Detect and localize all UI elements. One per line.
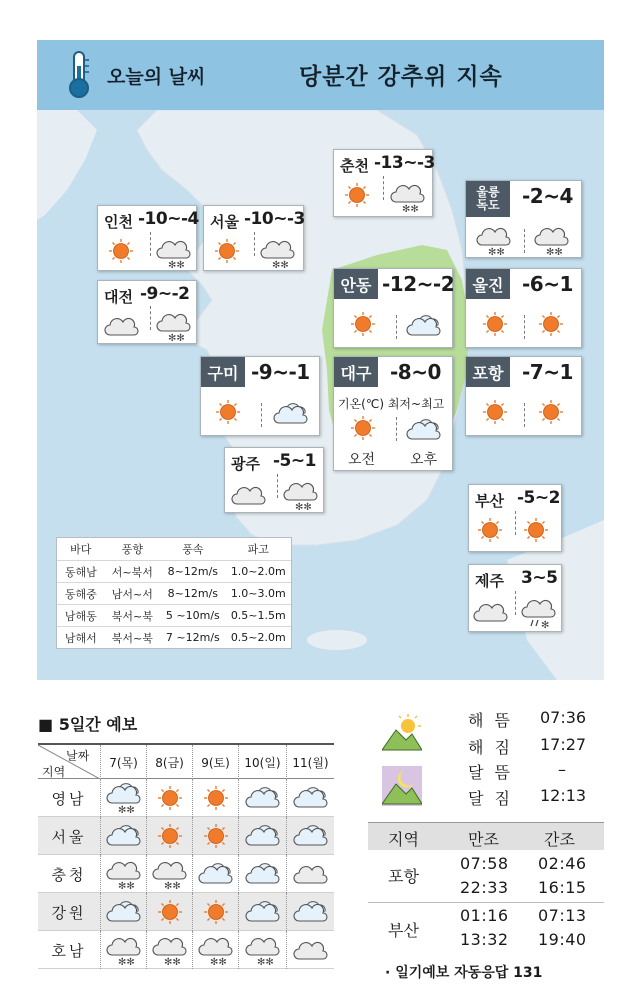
high-tide-time: 01:16 [460,906,509,925]
partly-cloudy-icon [286,893,334,931]
table-row [38,817,334,855]
sun-icon [192,893,238,931]
wind-direction: 서~북서 [111,565,153,579]
cloud-rain-snow-icon [521,595,557,629]
wind-speed: 8~12m/s [167,565,219,578]
sea-area: 동해남 [64,565,97,579]
partly-cloudy-icon [293,823,329,849]
am-weather-icon [215,399,241,429]
city-tag: 대구 [334,357,378,387]
divider [396,315,397,339]
wind-direction: 북서~북 [111,631,153,645]
corner-label-region: 지역 [42,765,66,779]
city-temp: -9~-1 [251,360,310,384]
city-box-uljin [465,268,582,348]
table-row [57,582,291,604]
city-name: 광주 [231,455,260,473]
moonrise-time: – [558,760,566,779]
high-tide-time: 22:33 [460,878,509,897]
sea-area: 남해동 [64,609,97,623]
cloud-snow-icon [192,931,238,969]
moonset-time: 12:13 [540,786,587,805]
city-tag: 울진 [466,269,510,299]
pm-weather-icon [538,311,564,341]
city-temp: -13~-3 [374,153,435,173]
forecast-region: 충청 [51,865,87,884]
cloud-icon [231,482,267,508]
city-temp: -5~2 [517,488,560,508]
tide-header-low: 간조 [544,830,575,849]
city-name: 대전 [104,288,133,306]
city-name: 서울 [210,213,239,231]
divider [150,306,151,330]
divider [515,511,516,535]
am-weather-icon [108,238,134,268]
table-row [57,560,291,582]
cloud-snow-icon [245,933,281,967]
city-name: 춘천 [340,157,369,175]
divider [524,315,525,339]
divider [277,474,278,498]
pm-weather-icon [273,401,309,431]
divider [515,591,516,615]
sun-icon [350,311,376,337]
svg-text:✻✻: ✻✻ [209,957,227,967]
divider [396,417,397,441]
partly-cloudy-icon [293,899,329,925]
sun-icon [482,311,508,337]
cloud-icon [293,861,329,887]
svg-text:✻✻: ✻✻ [402,204,419,214]
city-temp: -9~-2 [140,284,190,304]
divider [261,403,262,427]
pm-weather-icon [538,399,564,429]
forecast-region: 서울 [51,827,87,846]
cloud-snow-icon [146,855,192,893]
am-label: 오전 [348,452,376,468]
forecast-header [38,743,334,779]
sunrise-time: 07:36 [540,708,587,727]
city-tag: 포항 [466,357,510,387]
partly-cloudy-icon [192,855,238,893]
header-title-right: 당분간 강추위 지속 [299,64,503,90]
partly-cloudy-snow-icon [106,781,142,815]
city-box-daejeon [97,280,197,344]
partly-cloudy-icon [106,899,142,925]
header-title-left: 오늘의 날씨 [107,66,206,88]
city-temp: -2~4 [522,184,573,208]
moonrise-label: 달 뜸 [468,763,513,782]
cloud-snow-icon [534,223,570,257]
pm-weather-icon [406,313,442,343]
forecast-hotline: · 일기예보 자동응답 131 [385,965,543,981]
city-name-line1: 울릉 [476,185,500,199]
forecast-title: ■ 5일간 예보 [38,715,138,734]
cloud-snow-icon [283,478,319,512]
partly-cloudy-icon [245,785,281,811]
cloud-snow-icon [476,223,512,257]
low-tide-time: 02:46 [538,854,587,873]
sea-header-cell: 풍속 [182,543,204,556]
svg-text:✻: ✻ [541,620,550,629]
city-box-gumi [200,356,320,436]
city-box-daegu [333,356,453,471]
tide-region: 포항 [388,867,419,886]
partly-cloudy-icon [245,861,281,887]
svg-text:✻✻: ✻✻ [168,260,185,270]
am-weather-icon [477,517,503,547]
moonrise-mountain-icon [382,766,422,806]
city-box-ulleung [465,180,582,258]
sun-icon [157,899,183,925]
cloud-snow-icon [238,931,286,969]
cloud-snow-icon [100,931,146,969]
cloud-snow-icon [100,855,146,893]
wind-direction: 북서~북 [111,609,153,623]
sun-icon [146,779,192,817]
tide-region: 부산 [388,921,419,940]
pm-weather-icon [521,595,557,633]
forecast-region: 강원 [51,903,87,922]
city-name: 부산 [475,492,504,510]
city-box-seoul [203,205,304,271]
cloud-snow-icon [106,933,142,967]
sun-icon [538,399,564,425]
cloud-snow-icon [156,309,192,343]
sun-icon [214,238,240,264]
city-temp: -10~-3 [244,209,305,229]
divider [254,232,255,256]
sea-table-header [57,538,291,560]
divider [383,176,384,200]
partly-cloudy-icon [286,779,334,817]
cloud-icon [286,931,334,969]
cloud-snow-icon [152,933,188,967]
sun-icon [477,517,503,543]
thermometer-icon [65,50,93,100]
sun-icon [350,415,376,441]
city-tag: 안동 [334,269,378,299]
pm-weather-icon [156,309,192,347]
wave-height: 1.0~3.0m [230,587,286,600]
partly-cloudy-icon [238,779,286,817]
cloud-snow-icon [152,857,188,891]
forecast-region: 호남 [51,941,87,960]
sun-icon [344,182,370,208]
corner-label-date: 날짜 [66,749,90,763]
pm-weather-icon [283,478,319,516]
partly-cloudy-icon [286,817,334,855]
partly-cloudy-icon [100,817,146,855]
pm-weather-icon [260,236,296,274]
city-box-pohang [465,356,582,436]
sun-icon [146,817,192,855]
tide-divider [368,902,604,903]
city-tag [466,181,510,217]
divider [150,232,151,256]
cloud-icon [473,599,509,625]
table-row [57,626,291,648]
sunset-label: 해 짐 [468,738,513,757]
forecast-region: 영남 [51,789,87,808]
moonset-label: 달 짐 [468,789,513,808]
pm-label: 오후 [410,452,438,468]
sun-icon [203,899,229,925]
divider [524,229,525,253]
city-temp: 3~5 [521,568,558,588]
svg-text:✻✻: ✻✻ [117,805,135,815]
am-weather-icon [350,311,376,341]
sea-header-cell: 파고 [247,543,269,556]
am-weather-icon [214,238,240,268]
city-temp: -6~1 [522,272,573,296]
five-day-forecast-table [38,743,334,969]
partly-cloudy-icon [406,417,442,443]
china-coast [37,110,97,220]
table-row [38,931,334,969]
wind-speed: 5 ~10m/s [165,609,220,622]
city-name-line2: 독도 [476,198,500,212]
svg-text:✻✻: ✻✻ [117,957,135,967]
forecast-rows [38,779,334,969]
city-temp: -12~-2 [382,272,455,296]
cloud-snow-icon [146,931,192,969]
sunset-time: 17:27 [540,735,587,754]
am-weather-icon [344,182,370,212]
partly-cloudy-icon [100,893,146,931]
cloud-icon [104,313,140,339]
sun-icon [108,238,134,264]
sun-icon [482,399,508,425]
city-temp: -8~0 [390,360,441,384]
city-name: 제주 [475,572,504,590]
city-box-andong [333,268,453,348]
partly-cloudy-icon [406,313,442,339]
wave-height: 0.5~2.0m [230,631,286,644]
tide-header-region: 지역 [388,830,419,849]
sea-area: 남해서 [64,631,97,645]
forecast-day: 8(금) [146,745,192,779]
sea-area: 동해중 [64,587,97,601]
svg-text:✻✻: ✻✻ [295,502,312,512]
pm-weather-icon [406,417,442,447]
high-tide-time: 07:58 [460,854,509,873]
table-row [38,855,334,893]
partly-cloudy-icon [238,893,286,931]
cloud-icon [293,937,329,963]
city-box-busan [468,484,562,552]
cloud-snow-icon [390,180,426,214]
partly-cloudy-icon [238,855,286,893]
pm-weather-icon [534,223,570,261]
sun-icon [157,823,183,849]
partly-cloudy-icon [245,823,281,849]
wind-speed: 8~12m/s [167,587,219,600]
city-box-jeju [468,564,562,632]
wind-direction: 남서~서 [111,587,153,601]
sea-header-cell: 바다 [70,543,92,556]
sun-icon [146,893,192,931]
sea-condition-table [56,537,292,649]
forecast-day: 7(목) [100,745,146,779]
wind-speed: 7 ~12m/s [165,631,220,644]
svg-text:✻✻: ✻✻ [256,957,274,967]
am-weather-icon [473,599,509,629]
sunrise-label: 해 뜸 [468,711,513,730]
svg-text:✻✻: ✻✻ [546,247,563,257]
svg-text:✻✻: ✻✻ [168,333,185,343]
city-box-incheon [97,205,197,271]
temp-legend: 기온(℃) 최저~최고 [338,397,445,411]
city-name: 인천 [104,213,133,231]
sun-icon [215,399,241,425]
svg-text:✻✻: ✻✻ [272,260,289,270]
tide-table [368,822,604,949]
sun-icon [192,817,238,855]
partly-cloudy-icon [238,817,286,855]
svg-text:✻✻: ✻✻ [163,957,181,967]
tide-header-high: 만조 [468,830,499,849]
city-box-gwangju [224,447,324,513]
svg-text:✻✻: ✻✻ [488,247,505,257]
city-temp: -10~-4 [138,209,199,229]
partly-cloudy-icon [273,401,309,427]
city-box-chuncheon [333,149,433,217]
am-weather-icon [476,223,512,261]
sun-icon [203,785,229,811]
low-tide-time: 07:13 [538,906,587,925]
low-tide-time: 16:15 [538,878,587,897]
cloud-snow-icon [260,236,296,270]
cloud-icon [286,855,334,893]
pm-weather-icon [156,236,192,274]
am-weather-icon [482,399,508,429]
sea-header-cell: 풍향 [121,543,143,556]
table-row [38,893,334,931]
city-tag: 구미 [201,357,245,387]
table-row [38,779,334,817]
wave-height: 0.5~1.5m [230,609,286,622]
sun-icon [192,779,238,817]
am-weather-icon [350,415,376,445]
sun-icon [538,311,564,337]
sun-icon [157,785,183,811]
am-weather-icon [104,313,140,343]
forecast-day: 10(일) [238,745,286,779]
svg-text:✻✻: ✻✻ [117,881,135,891]
am-weather-icon [482,311,508,341]
divider [524,403,525,427]
sun-icon [523,517,549,543]
high-tide-time: 13:32 [460,930,509,949]
jeju-island [307,630,367,650]
wave-height: 1.0~2.0m [230,565,286,578]
sun-icon [203,823,229,849]
am-weather-icon [231,482,267,512]
partly-cloudy-icon [245,899,281,925]
tide-header [368,822,604,850]
pm-weather-icon [523,517,549,547]
cloud-snow-icon [106,857,142,891]
partly-cloudy-icon [198,861,234,887]
partly-cloudy-icon [106,823,142,849]
city-temp: -7~1 [522,360,573,384]
city-temp: -5~1 [273,451,316,471]
pm-weather-icon [390,180,426,218]
forecast-day: 9(토) [192,745,238,779]
cloud-snow-icon [156,236,192,270]
sunrise-mountain-icon [382,712,422,752]
cloud-snow-icon [198,933,234,967]
low-tide-time: 19:40 [538,930,587,949]
partly-cloudy-icon [293,785,329,811]
table-row [57,604,291,626]
partly-cloudy-snow-icon [100,779,146,817]
forecast-day: 11(월) [286,745,334,779]
svg-text:✻✻: ✻✻ [163,881,181,891]
